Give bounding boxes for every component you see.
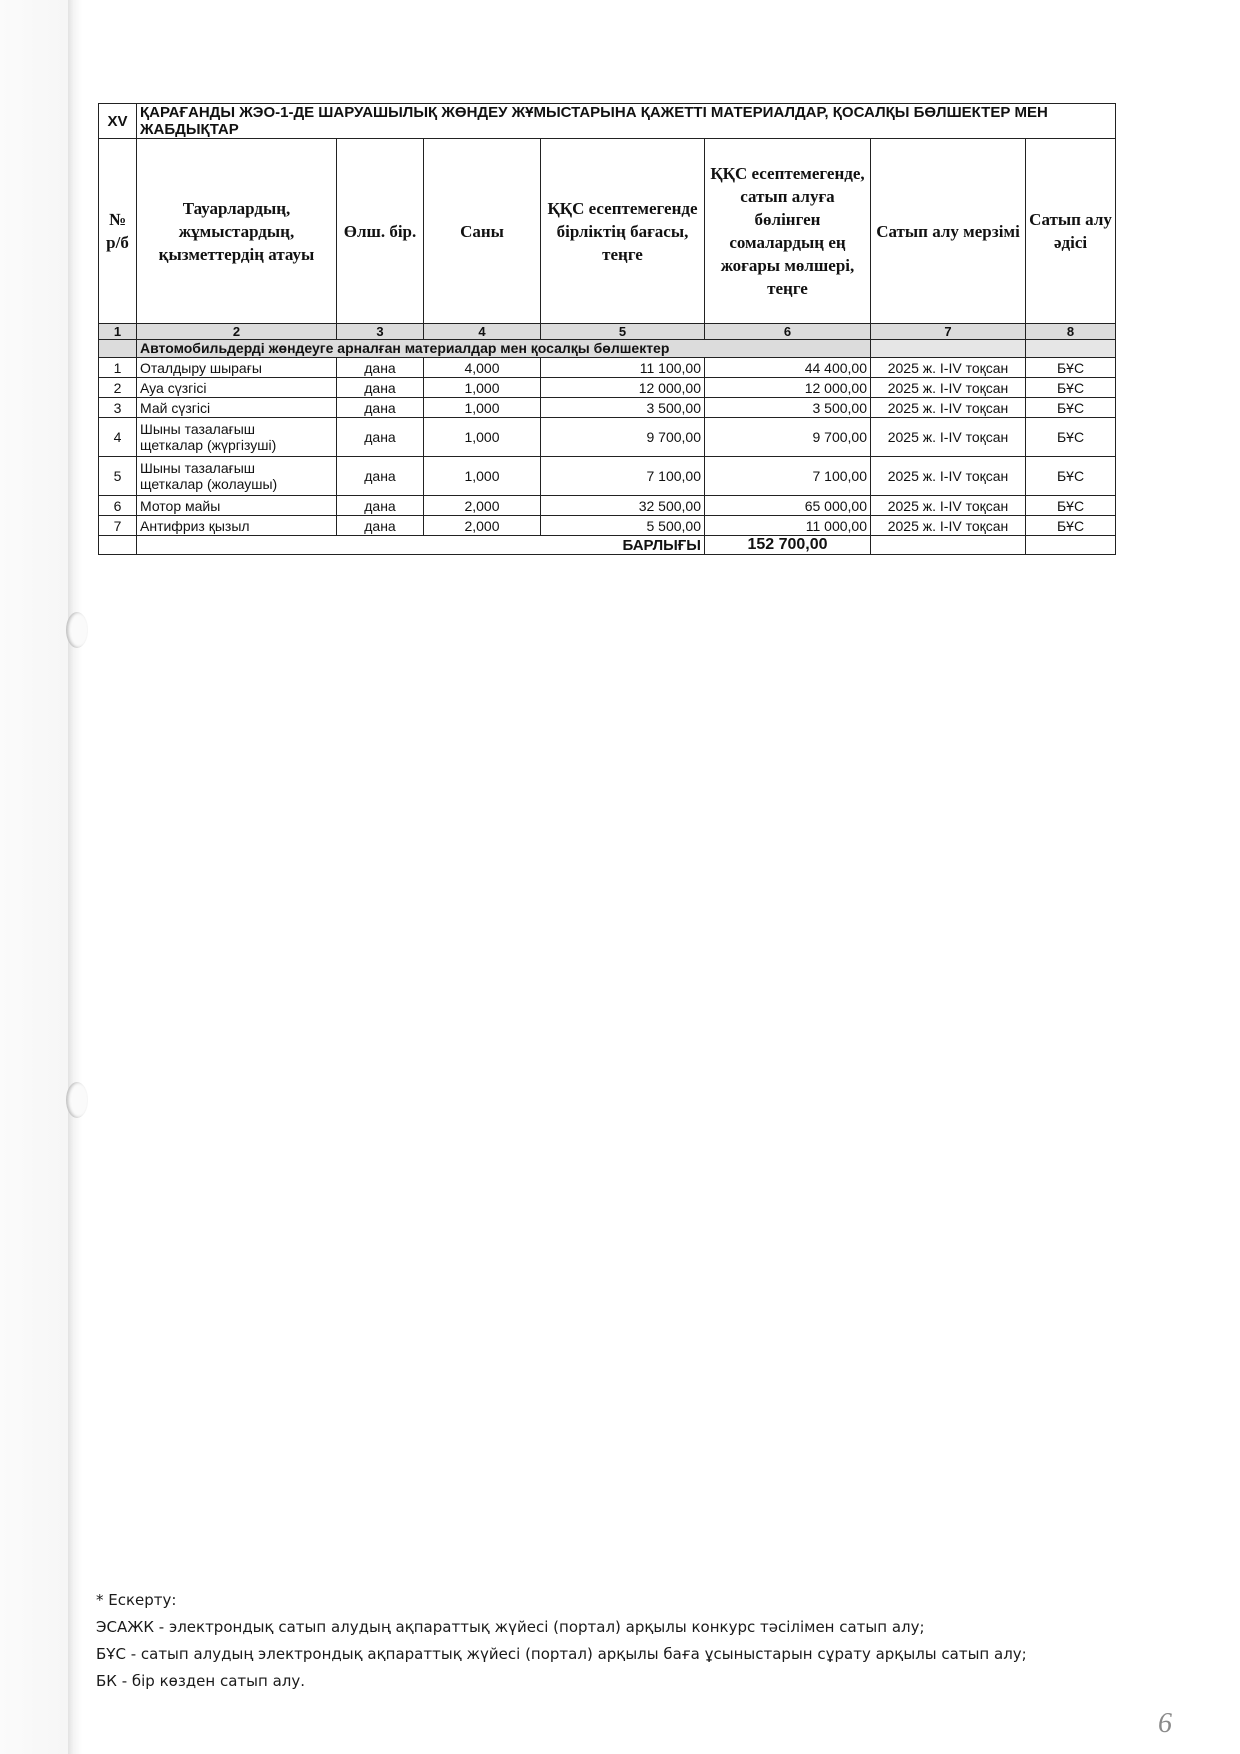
item-unit-price: 32 500,00 xyxy=(541,496,705,516)
total-row xyxy=(99,536,1116,555)
item-method: БҰС xyxy=(1026,516,1116,536)
item-amount: 9 700,00 xyxy=(705,418,871,457)
section-roman-number: XV xyxy=(99,104,137,139)
item-period: 2025 ж. I-IV тоқсан xyxy=(871,496,1026,516)
item-quantity: 2,000 xyxy=(424,496,541,516)
item-amount: 44 400,00 xyxy=(705,358,871,378)
column-number: 4 xyxy=(424,324,541,340)
punch-hole-lower xyxy=(66,1082,88,1118)
item-amount: 11 000,00 xyxy=(705,516,871,536)
column-number: 8 xyxy=(1026,324,1116,340)
item-unit: дана xyxy=(337,358,424,378)
header-unit-price: ҚҚС есептемегенде бірліктің бағасы, теңге xyxy=(541,139,705,324)
group-row xyxy=(99,340,1116,358)
item-quantity: 1,000 xyxy=(424,418,541,457)
procurement-table xyxy=(98,103,1116,555)
section-title: ҚАРАҒАНДЫ ЖЭО-1-ДЕ ШАРУАШЫЛЫҚ ЖӨНДЕУ ЖҰМЫСТАРЫНА ҚАЖЕТТІ МАТЕРИАЛДАР, ҚОСАЛҚЫ БӨЛШЕКТЕР МЕН ЖАБДЫҚТАР xyxy=(137,104,1116,139)
item-name-line: щеткалар (жүргізуші) xyxy=(140,437,277,453)
item-name xyxy=(137,418,337,457)
header-row xyxy=(99,139,1116,324)
item-unit-price: 3 500,00 xyxy=(541,398,705,418)
item-method: БҰС xyxy=(1026,457,1116,496)
item-quantity: 1,000 xyxy=(424,398,541,418)
item-name-line: щеткалар (жолаушы) xyxy=(140,476,278,492)
footnote-line: ЭСАЖК - электрондық сатып алудың ақпараттық жүйесі (портал) арқылы конкурс тәсілімен сатып алу; xyxy=(96,1618,925,1636)
item-amount: 65 000,00 xyxy=(705,496,871,516)
item-method: БҰС xyxy=(1026,398,1116,418)
footnote xyxy=(96,1587,1146,1695)
item-name-line: Шыны тазалағыш xyxy=(140,460,256,476)
item-unit: дана xyxy=(337,457,424,496)
table-row xyxy=(99,457,1116,496)
item-name: Оталдыру шырағы xyxy=(137,358,337,378)
total-value: 152 700,00 xyxy=(705,536,871,555)
row-number: 3 xyxy=(99,398,137,418)
item-unit: дана xyxy=(337,378,424,398)
item-unit-price: 7 100,00 xyxy=(541,457,705,496)
item-amount: 3 500,00 xyxy=(705,398,871,418)
group-spacer xyxy=(871,340,1026,358)
group-spacer xyxy=(99,340,137,358)
item-unit: дана xyxy=(337,496,424,516)
item-name: Ауа сүзгісі xyxy=(137,378,337,398)
total-spacer xyxy=(1026,536,1116,555)
group-title: Автомобильдерді жөндеуге арналған материалдар мен қосалқы бөлшектер xyxy=(137,340,871,358)
item-unit-price: 5 500,00 xyxy=(541,516,705,536)
item-method: БҰС xyxy=(1026,496,1116,516)
header-max-amount: ҚҚС есептемегенде, сатып алуға бөлінген сомалардың ең жоғары мөлшері, теңге xyxy=(705,139,871,324)
row-number: 5 xyxy=(99,457,137,496)
item-name xyxy=(137,457,337,496)
row-number: 1 xyxy=(99,358,137,378)
header-period: Сатып алу мерзімі xyxy=(871,139,1026,324)
item-method: БҰС xyxy=(1026,358,1116,378)
item-unit: дана xyxy=(337,516,424,536)
row-number: 7 xyxy=(99,516,137,536)
item-period: 2025 ж. I-IV тоқсан xyxy=(871,457,1026,496)
item-amount: 12 000,00 xyxy=(705,378,871,398)
footnote-line: БҰС - сатып алудың электрондық ақпараттық жүйесі (портал) арқылы баға ұсыныстарын сұрату арқылы сатып алу; xyxy=(96,1645,1027,1663)
item-amount: 7 100,00 xyxy=(705,457,871,496)
item-method: БҰС xyxy=(1026,418,1116,457)
item-quantity: 4,000 xyxy=(424,358,541,378)
table-row xyxy=(99,516,1116,536)
punch-hole-upper xyxy=(66,612,88,648)
item-period: 2025 ж. I-IV тоқсан xyxy=(871,358,1026,378)
column-number-row xyxy=(99,324,1116,340)
footnote-title: * Ескерту: xyxy=(96,1591,177,1609)
item-quantity: 2,000 xyxy=(424,516,541,536)
column-number: 5 xyxy=(541,324,705,340)
section-title-row xyxy=(99,104,1116,139)
item-quantity: 1,000 xyxy=(424,457,541,496)
table-row xyxy=(99,496,1116,516)
total-spacer xyxy=(99,536,137,555)
item-unit-price: 11 100,00 xyxy=(541,358,705,378)
item-name: Мотор майы xyxy=(137,496,337,516)
item-unit: дана xyxy=(337,418,424,457)
item-quantity: 1,000 xyxy=(424,378,541,398)
item-name: Май сүзгісі xyxy=(137,398,337,418)
item-unit-price: 12 000,00 xyxy=(541,378,705,398)
item-period: 2025 ж. I-IV тоқсан xyxy=(871,378,1026,398)
item-name: Антифриз қызыл xyxy=(137,516,337,536)
column-number: 2 xyxy=(137,324,337,340)
header-unit: Өлш. бір. xyxy=(337,139,424,324)
scan-page-edge xyxy=(68,0,82,1754)
page-number: 6 xyxy=(1158,1708,1172,1739)
row-number: 4 xyxy=(99,418,137,457)
header-method: Сатып алу әдісі xyxy=(1026,139,1116,324)
scan-background xyxy=(0,0,68,1754)
table-row xyxy=(99,398,1116,418)
footnote-line: БК - бір көзден сатып алу. xyxy=(96,1672,306,1690)
row-number: 2 xyxy=(99,378,137,398)
header-quantity: Саны xyxy=(424,139,541,324)
table-row xyxy=(99,358,1116,378)
column-number: 6 xyxy=(705,324,871,340)
total-spacer xyxy=(871,536,1026,555)
header-row-number: № р/б xyxy=(99,139,137,324)
group-spacer xyxy=(1026,340,1116,358)
table-row xyxy=(99,378,1116,398)
row-number: 6 xyxy=(99,496,137,516)
item-period: 2025 ж. I-IV тоқсан xyxy=(871,516,1026,536)
column-number: 1 xyxy=(99,324,137,340)
item-unit-price: 9 700,00 xyxy=(541,418,705,457)
item-name-line: Шыны тазалағыш xyxy=(140,421,256,437)
total-label: БАРЛЫҒЫ xyxy=(137,536,705,555)
item-method: БҰС xyxy=(1026,378,1116,398)
item-unit: дана xyxy=(337,398,424,418)
table-row xyxy=(99,418,1116,457)
column-number: 7 xyxy=(871,324,1026,340)
header-item-name: Тауарлардың, жұмыстардың, қызметтердің атауы xyxy=(137,139,337,324)
item-period: 2025 ж. I-IV тоқсан xyxy=(871,398,1026,418)
column-number: 3 xyxy=(337,324,424,340)
item-period: 2025 ж. I-IV тоқсан xyxy=(871,418,1026,457)
